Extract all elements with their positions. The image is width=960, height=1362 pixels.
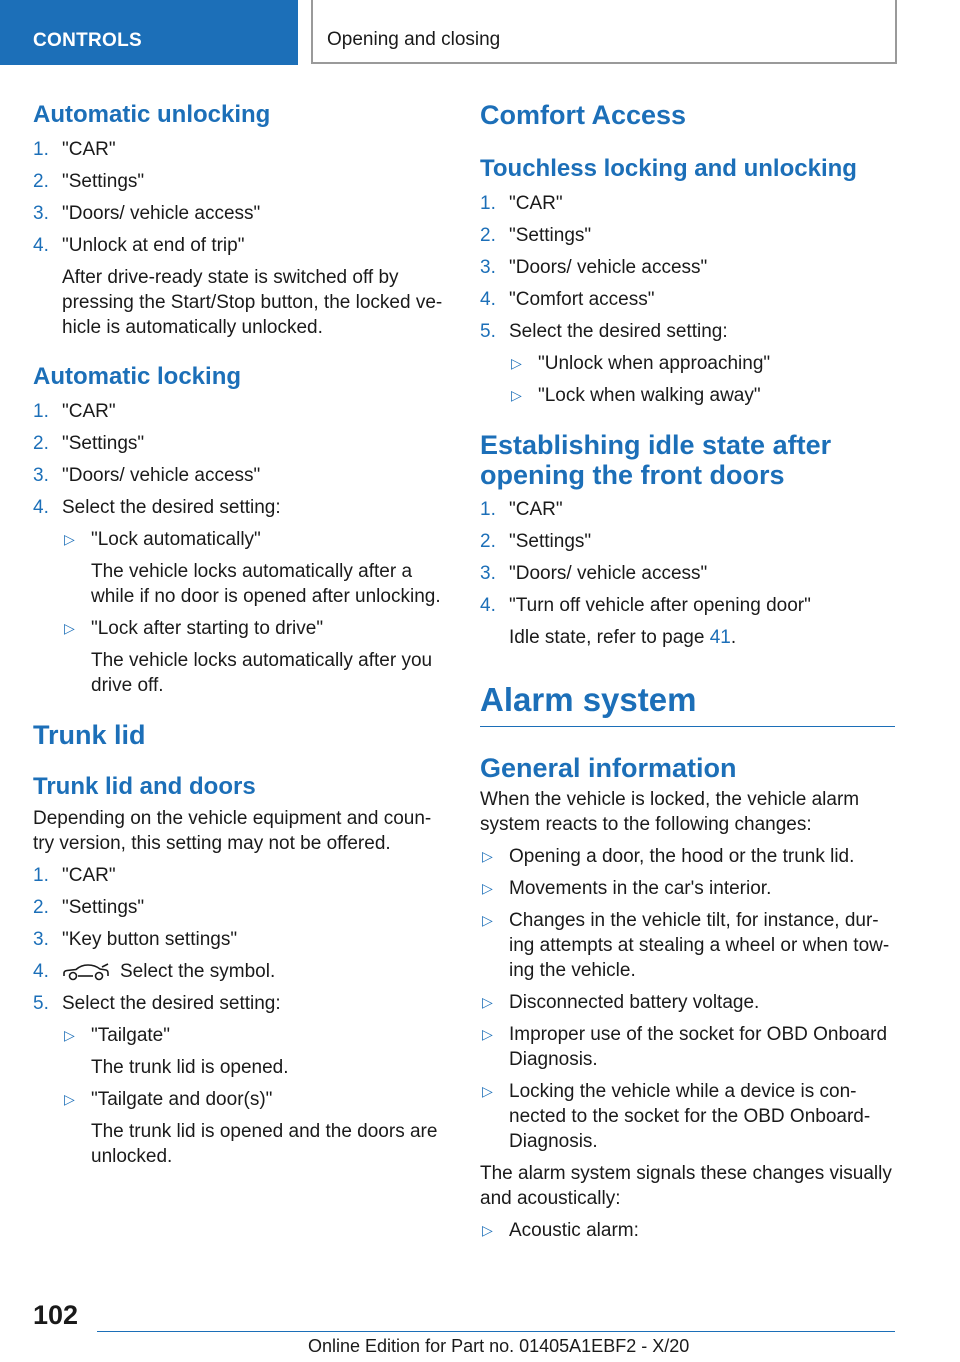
list-item bbox=[480, 287, 895, 312]
section-label: CONTROLS bbox=[33, 30, 143, 51]
trunk-intro: Depending on the vehicle equipment and coun- try version, this setting may not be offered. bbox=[33, 808, 432, 854]
list-item bbox=[33, 431, 448, 456]
trigger-text: Opening a door, the hood or the trunk lid. bbox=[509, 846, 855, 867]
list-item bbox=[62, 527, 448, 609]
alarm-title-block bbox=[480, 680, 895, 727]
list-item bbox=[33, 895, 448, 920]
step-text: "CAR" bbox=[62, 139, 116, 160]
auto-unlock-heading: Automatic unlocking bbox=[33, 101, 271, 128]
triangle-right-icon: ▷ bbox=[482, 880, 493, 896]
comfort-subheading: Touchless locking and unlocking bbox=[480, 155, 857, 182]
triangle-right-icon: ▷ bbox=[482, 1083, 493, 1099]
auto-lock-options bbox=[62, 527, 448, 698]
option-label: "Lock automatically" bbox=[91, 529, 261, 550]
list-item bbox=[33, 399, 448, 424]
note-prefix: Idle state, refer to page bbox=[509, 627, 710, 648]
step-number: 5. bbox=[480, 321, 496, 342]
triangle-right-icon: ▷ bbox=[482, 1222, 493, 1238]
list-item bbox=[33, 137, 448, 162]
step-number: 2. bbox=[33, 897, 49, 918]
list-item bbox=[33, 927, 448, 952]
list-item bbox=[509, 383, 895, 408]
step-number: 2. bbox=[33, 171, 49, 192]
step-number: 4. bbox=[480, 595, 496, 616]
page-link[interactable]: 41 bbox=[709, 627, 731, 648]
triangle-right-icon: ▷ bbox=[482, 848, 493, 864]
step-number: 2. bbox=[480, 531, 496, 552]
step-number: 3. bbox=[33, 203, 49, 224]
step-text: "Unlock at end of trip" bbox=[62, 235, 245, 256]
edition-label: Online Edition for Part no. 01405A1EBF2 - X/20 bbox=[308, 1336, 690, 1356]
auto-lock-steps bbox=[33, 399, 448, 698]
triangle-right-icon: ▷ bbox=[64, 531, 75, 547]
step-number: 4. bbox=[33, 961, 49, 982]
alarm-intro: When the vehicle is locked, the vehicle alarm system reacts to the following changes: bbox=[480, 789, 860, 835]
triangle-right-icon: ▷ bbox=[511, 355, 522, 371]
list-item bbox=[480, 191, 895, 216]
trigger-text: Changes in the vehicle tilt, for instance, dur- ing attempts at stealing a wheel or when tow- ing the vehicle. bbox=[509, 910, 890, 981]
step-number: 3. bbox=[33, 465, 49, 486]
trigger-text: Movements in the car's interior. bbox=[509, 878, 772, 899]
step-text: Select the symbol. bbox=[120, 961, 276, 982]
step-number: 3. bbox=[33, 929, 49, 950]
list-item bbox=[62, 1087, 448, 1169]
step-number: 5. bbox=[33, 993, 49, 1014]
step-text: Select the desired setting: bbox=[62, 993, 281, 1014]
comfort-steps bbox=[480, 191, 895, 408]
step-number: 4. bbox=[33, 497, 49, 518]
trunk-steps bbox=[33, 863, 448, 1169]
step-text: Select the desired setting: bbox=[509, 321, 728, 342]
step-number: 4. bbox=[33, 235, 49, 256]
list-item bbox=[480, 497, 895, 522]
list-item bbox=[480, 1218, 895, 1243]
list-item bbox=[33, 169, 448, 194]
list-item bbox=[33, 863, 448, 888]
list-item bbox=[480, 1022, 895, 1072]
step-text: Select the desired setting: bbox=[62, 497, 281, 518]
list-item bbox=[480, 319, 895, 408]
step-note: After drive-ready state is switched off by pressing the Start/Stop button, the locked ve- hicle is automatically unlocked. bbox=[62, 267, 443, 338]
signal-text: Acoustic alarm: bbox=[509, 1220, 639, 1241]
step-number: 1. bbox=[33, 401, 49, 422]
list-item bbox=[480, 908, 895, 983]
alarm-subheading: General information bbox=[480, 753, 737, 783]
list-item bbox=[480, 255, 895, 280]
step-text: "Doors/ vehicle access" bbox=[509, 257, 708, 278]
list-item bbox=[480, 876, 895, 901]
step-number: 3. bbox=[480, 257, 496, 278]
trigger-text: Improper use of the socket for OBD Onboard Diagnosis. bbox=[509, 1024, 888, 1070]
comfort-options bbox=[509, 351, 895, 408]
step-number: 2. bbox=[480, 225, 496, 246]
trigger-text: Disconnected battery voltage. bbox=[509, 992, 760, 1013]
chapter-label: Opening and closing bbox=[327, 29, 501, 50]
list-item bbox=[33, 463, 448, 488]
footer-divider bbox=[97, 1331, 895, 1332]
step-number: 3. bbox=[480, 563, 496, 584]
triangle-right-icon: ▷ bbox=[482, 1026, 493, 1042]
list-item bbox=[33, 959, 448, 984]
list-item bbox=[62, 1023, 448, 1080]
step-text: "Settings" bbox=[509, 225, 592, 246]
list-item bbox=[480, 844, 895, 869]
list-item bbox=[33, 201, 448, 226]
step-number: 1. bbox=[33, 139, 49, 160]
alarm-heading: Alarm system bbox=[480, 681, 697, 718]
step-number: 1. bbox=[480, 193, 496, 214]
list-item bbox=[480, 561, 895, 586]
triangle-right-icon: ▷ bbox=[64, 620, 75, 636]
option-label: "Lock after starting to drive" bbox=[91, 618, 324, 639]
option-label: "Tailgate and door(s)" bbox=[91, 1089, 273, 1110]
step-text: "CAR" bbox=[62, 401, 116, 422]
idle-heading: Establishing idle state after opening the front doors bbox=[480, 430, 832, 490]
triangle-right-icon: ▷ bbox=[511, 387, 522, 403]
option-desc: The vehicle locks automatically after a while if no door is opened after unlocking. bbox=[91, 561, 441, 607]
list-item bbox=[480, 1079, 895, 1154]
step-text: "CAR" bbox=[509, 499, 563, 520]
alarm-triggers bbox=[480, 844, 895, 1154]
step-text: "Settings" bbox=[62, 171, 145, 192]
section-tab bbox=[0, 0, 298, 65]
step-text: "Doors/ vehicle access" bbox=[62, 465, 261, 486]
option-desc: The trunk lid is opened and the doors are unlocked. bbox=[91, 1121, 438, 1167]
trigger-text: Locking the vehicle while a device is con- nected to the socket for the OBD Onboard- Diagnosis. bbox=[509, 1081, 871, 1152]
left-column bbox=[33, 100, 448, 1169]
trunk-subheading: Trunk lid and doors bbox=[33, 773, 256, 800]
step-number: 4. bbox=[480, 289, 496, 310]
triangle-right-icon: ▷ bbox=[64, 1091, 75, 1107]
list-item bbox=[33, 233, 448, 340]
option-desc: The trunk lid is opened. bbox=[91, 1057, 289, 1078]
option-label: "Unlock when approaching" bbox=[538, 353, 771, 374]
auto-lock-heading: Automatic locking bbox=[33, 363, 242, 390]
idle-steps bbox=[480, 497, 895, 650]
list-item bbox=[480, 990, 895, 1015]
step-text: "Comfort access" bbox=[509, 289, 655, 310]
triangle-right-icon: ▷ bbox=[64, 1027, 75, 1043]
step-text: "Doors/ vehicle access" bbox=[62, 203, 261, 224]
step-note bbox=[509, 625, 895, 650]
step-text: "Turn off vehicle after opening door" bbox=[509, 595, 811, 616]
list-item bbox=[33, 495, 448, 698]
step-number: 2. bbox=[33, 433, 49, 454]
step-text: "Key button settings" bbox=[62, 929, 238, 950]
option-label: "Lock when walking away" bbox=[538, 385, 761, 406]
step-number: 1. bbox=[33, 865, 49, 886]
car-trunk-icon bbox=[62, 962, 110, 982]
list-item bbox=[480, 593, 895, 650]
right-column bbox=[480, 100, 895, 1243]
step-text: "Settings" bbox=[62, 433, 145, 454]
step-text: "Settings" bbox=[509, 531, 592, 552]
option-label: "Tailgate" bbox=[91, 1025, 170, 1046]
alarm-signal-list bbox=[480, 1218, 895, 1243]
list-item bbox=[62, 616, 448, 698]
trunk-heading: Trunk lid bbox=[33, 720, 146, 750]
step-text: "CAR" bbox=[62, 865, 116, 886]
auto-unlock-steps bbox=[33, 137, 448, 340]
trunk-options bbox=[62, 1023, 448, 1169]
step-text: "CAR" bbox=[509, 193, 563, 214]
comfort-heading: Comfort Access bbox=[480, 100, 687, 130]
triangle-right-icon: ▷ bbox=[482, 912, 493, 928]
chapter-tab bbox=[311, 0, 897, 64]
list-item bbox=[33, 991, 448, 1169]
alarm-signals: The alarm system signals these changes visually and acoustically: bbox=[480, 1163, 892, 1209]
list-item bbox=[480, 223, 895, 248]
triangle-right-icon: ▷ bbox=[482, 994, 493, 1010]
list-item bbox=[509, 351, 895, 376]
option-desc: The vehicle locks automatically after you drive off. bbox=[91, 650, 433, 696]
list-item bbox=[480, 529, 895, 554]
note-suffix: . bbox=[730, 627, 737, 648]
step-number: 1. bbox=[480, 499, 496, 520]
step-text: "Settings" bbox=[62, 897, 145, 918]
page-number: 102 bbox=[33, 1300, 79, 1330]
step-text: "Doors/ vehicle access" bbox=[509, 563, 708, 584]
